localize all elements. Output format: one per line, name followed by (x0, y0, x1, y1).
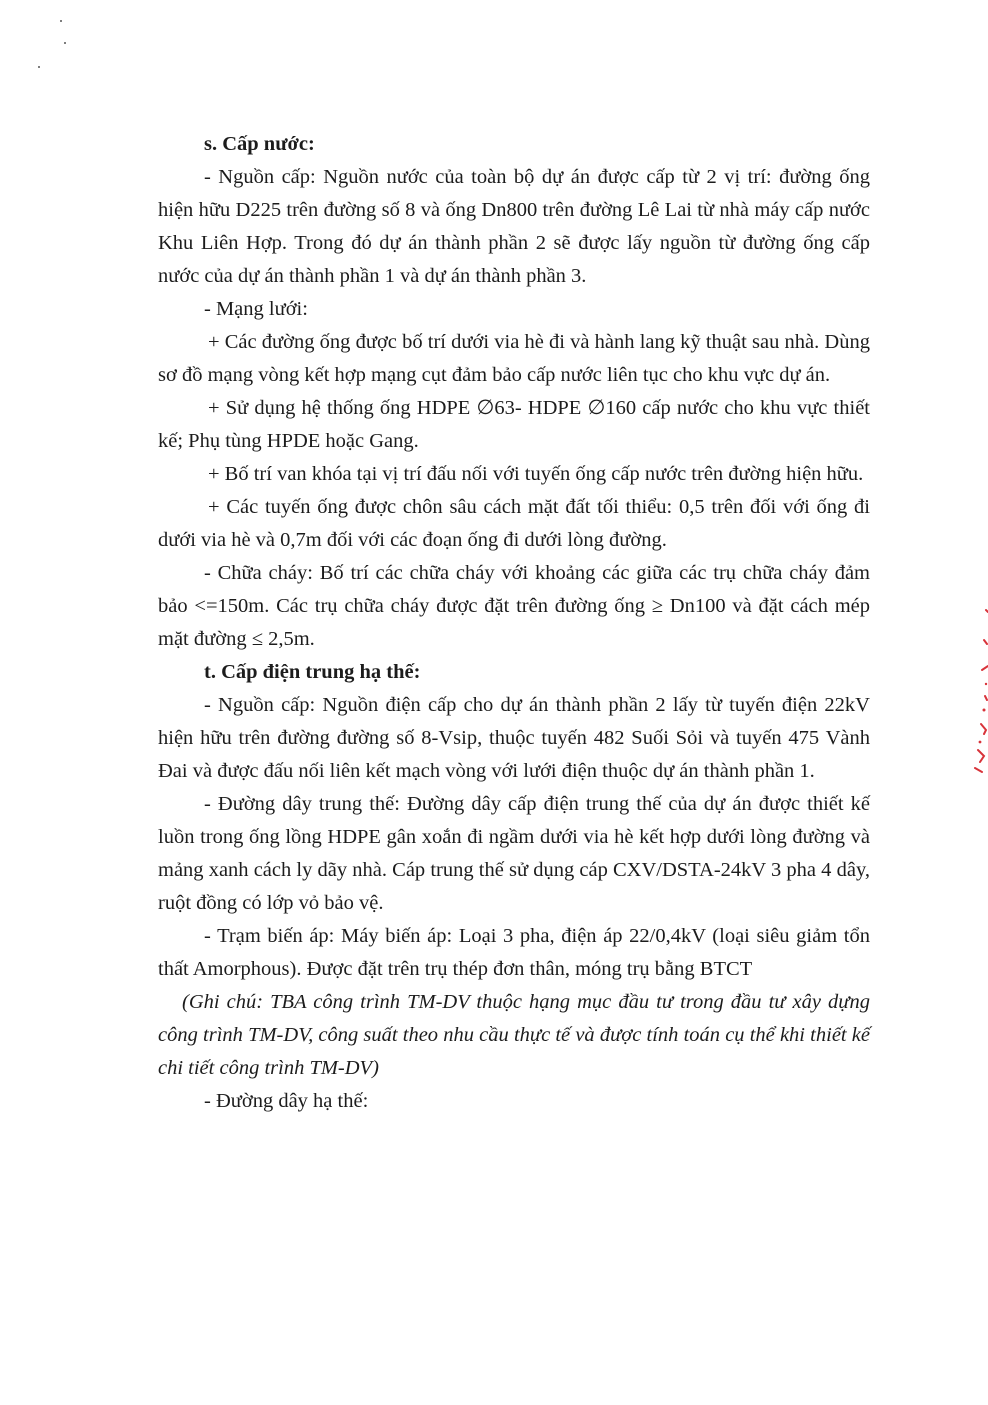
section-t-heading: t. Cấp điện trung hạ thế: (204, 661, 421, 683)
scan-speck (64, 42, 66, 44)
water-source-paragraph: - Nguồn cấp: Nguồn nước của toàn bộ dự án được cấp từ 2 vị trí: đường ống hiện hữu D225 trên đường số 8 và ống Dn800 trên đường Lê Lai từ nhà máy cấp nước Khu Liên Hợp. Trong đó dự án thành phần 2 sẽ được lấy nguồn từ đường ống cấp nước của dự án thành phần 1 và dự án thành phần 3. (158, 166, 870, 287)
fire-fighting-paragraph: - Chữa cháy: Bố trí các chữa cháy với khoảng các giữa các trụ chữa cháy đảm bảo <=150m. Các trụ chữa cháy được đặt trên đường ống ≥ Dn100 và đặt cách mép mặt đường ≤ 2,5m. (158, 562, 870, 650)
document-body (158, 128, 870, 1118)
valve-paragraph: + Bố trí van khóa tại vị trí đấu nối với tuyến ống cấp nước trên đường hiện hữu. (208, 463, 864, 485)
power-source-paragraph: - Nguồn cấp: Nguồn điện cấp cho dự án thành phần 2 lấy từ tuyến điện 22kV hiện hữu trên đường đường số 8-Vsip, thuộc tuyến 482 Suối Sỏi và tuyến 475 Vành Đai và được đấu nối liên kết mạch vòng với lưới điện thuộc dự án thành phần 1. (158, 694, 870, 782)
scan-speck (38, 66, 40, 68)
section-s-heading: s. Cấp nước: (204, 133, 315, 155)
low-voltage-paragraph: - Đường dây hạ thế: (204, 1090, 369, 1112)
substation-paragraph: - Trạm biến áp: Máy biến áp: Loại 3 pha, điện áp 22/0,4kV (loại siêu giảm tổn thất Amorphous). Được đặt trên trụ thép đơn thân, móng trụ bằng BTCT (158, 925, 870, 980)
stamp-edge-mark (972, 600, 988, 780)
substation-note: (Ghi chú: TBA công trình TM-DV thuộc hạng mục đầu tư trong đầu tư xây dựng công trình TM-DV, công suất theo nhu cầu thực tế và được tính toán cụ thể khi thiết kế chi tiết công trình TM-DV) (158, 991, 870, 1079)
network-paragraph: - Mạng lưới: (204, 298, 308, 320)
pipe-layout-paragraph: + Các đường ống được bố trí dưới via hè đi và hành lang kỹ thuật sau nhà. Dùng sơ đồ mạng vòng kết hợp mạng cụt đảm bảo cấp nước liên tục cho khu vực dự án. (158, 331, 870, 386)
medium-voltage-paragraph: - Đường dây trung thế: Đường dây cấp điện trung thế của dự án được thiết kế luồn trong ống lồng HDPE gân xoắn đi ngầm dưới via hè kết hợp dưới lòng đường và mảng xanh cách ly dãy nhà. Cáp trung thế sử dụng cáp CXV/DSTA-24kV 3 pha 4 dây, ruột đồng có lớp vỏ bảo vệ. (158, 793, 870, 914)
pipe-depth-paragraph: + Các tuyến ống được chôn sâu cách mặt đất tối thiểu: 0,5 trên đối với ống đi dưới via hè và 0,7m đối với các đoạn ống đi dưới lòng đường. (158, 496, 870, 551)
scan-speck (60, 20, 62, 22)
pipe-material-paragraph: + Sử dụng hệ thống ống HDPE ∅63- HDPE ∅160 cấp nước cho khu vực thiết kế; Phụ tùng HPDE hoặc Gang. (158, 397, 870, 452)
